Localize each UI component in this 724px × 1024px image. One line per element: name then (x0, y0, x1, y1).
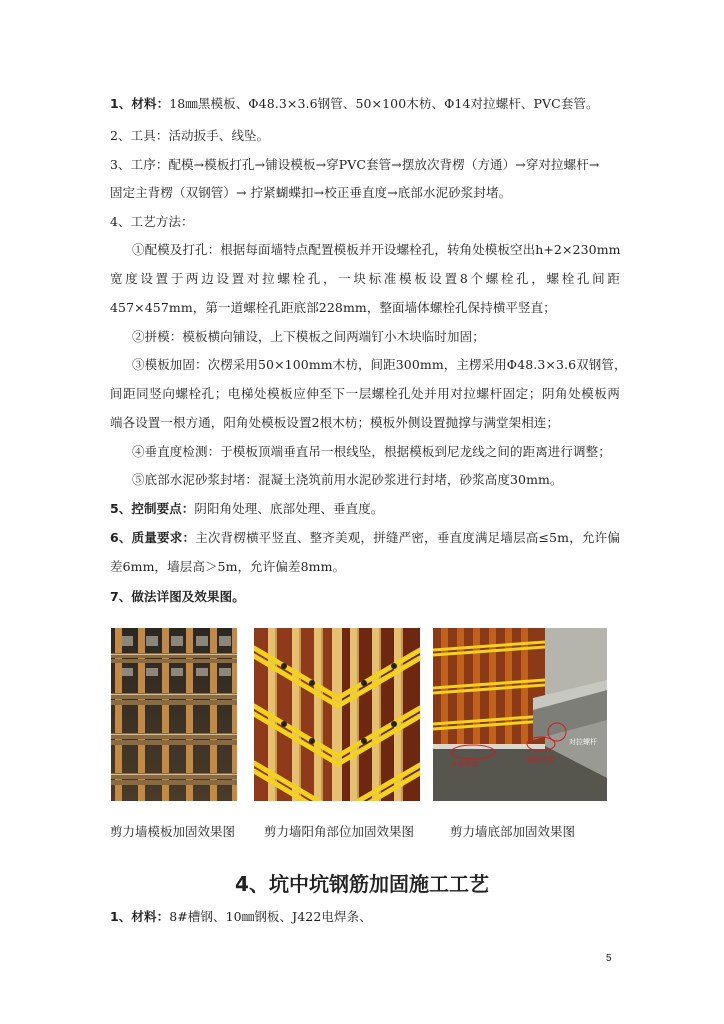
outside-corner-render (254, 628, 420, 801)
control-points-text: 阴阳角处理、底部处理、垂直度。 (194, 501, 384, 516)
quality-line-1 (110, 529, 620, 547)
process-line-2: 固定主背楞（双钢管）→ 拧紧蝴蝶扣→校正垂直度→底部水泥砂浆封堵。 (110, 185, 512, 200)
caption-formwork: 剪力墙模板加固效果图 (110, 824, 236, 839)
section-materials-text: 8#槽钢、10㎜钢板、J422电焊条、 (169, 909, 372, 924)
quality-line-2: 差6mm，墙层高＞5m，允许偏差8mm。 (110, 559, 346, 574)
process-label: 3、工序： (110, 157, 169, 172)
method-item-3-line-3: 端各设置一根方通，阳角处模板设置2根木枋；模板外侧设置抛撑与满堂架相连； (110, 415, 560, 430)
method-item-3-line-2: 间距同竖向螺栓孔；电梯处模板应伸至下一层螺栓孔处并用对拉螺杆固定；阴角处模板两 (110, 386, 620, 401)
control-points-line (110, 500, 620, 518)
method-item-5: ⑤底部水泥砂浆封堵：混凝土浇筑前用水泥砂浆进行封堵，砂浆高度30mm。 (132, 472, 563, 487)
method-item-4: ④垂直度检测：于模板顶端垂直吊一根线坠，根据模板到尼龙线之间的距离进行调整； (132, 444, 611, 459)
method-item-3-line-1: ③模板加固：次楞采用50×100mm木枋，间距300mm，主楞采用Φ48.3×3.6双钢管， (132, 357, 627, 372)
formwork-reinforcement-photo (111, 628, 237, 801)
quality-label: 6、质量要求： (110, 530, 196, 545)
materials-text: 18㎜黑模板、Φ48.3×3.6钢管、50×100木枋、Φ14对拉螺杆、PVC套管。 (169, 96, 599, 111)
label-tie-rod: 对拉螺杆 (569, 738, 597, 746)
method-item-1-line-3: 457×457mm，第一道螺栓孔距底部228mm，整面墙体螺栓孔保持横平竖直； (110, 300, 556, 315)
quality-text-1: 主次背楞横平竖直、整齐美观，拼缝严密，垂直度满足墙层高≤5m，允许偏 (195, 530, 620, 545)
tools-label: 2、工具： (110, 128, 169, 143)
caption-wall-bottom: 剪力墙底部加固效果图 (450, 824, 576, 839)
section-title: 4、坑中坑钢筋加固施工工艺 (235, 872, 489, 896)
wall-bottom-render (433, 628, 607, 801)
materials-label: 1、材料： (110, 96, 170, 111)
tools-line (110, 127, 620, 145)
process-line-1 (110, 156, 620, 174)
section-materials-line (110, 908, 620, 926)
method-item-1-line-1: ①配模及打孔：根据每面墙特点配置模板并开设螺栓孔，转角处模板空出h+2×230mm (132, 242, 621, 257)
method-item-2: ②拼模：模板横向铺设，上下模板之间两端钉小木块临时加固； (132, 329, 485, 344)
process-text-1: 配模→模板打孔→铺设模板→穿PVC套管→摆放次背楞（方通）→穿对拉螺杆→ (168, 157, 600, 172)
materials-line (110, 95, 620, 113)
method-heading: 4、工艺方法： (110, 214, 194, 229)
caption-outside-corner: 剪力墙阳角部位加固效果图 (264, 824, 415, 839)
page-number: 5 (606, 953, 612, 964)
figures-heading: 7、做法详图及效果图。 (110, 589, 245, 604)
label-mortar: 水泥砂浆 (451, 760, 479, 768)
tools-text: 活动扳手、线坠。 (168, 128, 270, 143)
control-points-label: 5、控制要点： (110, 501, 195, 516)
label-steel-pipe: 钢管次楞 (527, 756, 555, 764)
section-materials-label: 1、材料： (110, 909, 170, 924)
method-item-1-line-2: 宽度设置于两边设置对拉螺栓孔，一块标准模板设置8个螺栓孔，螺栓孔间距 (110, 271, 620, 286)
